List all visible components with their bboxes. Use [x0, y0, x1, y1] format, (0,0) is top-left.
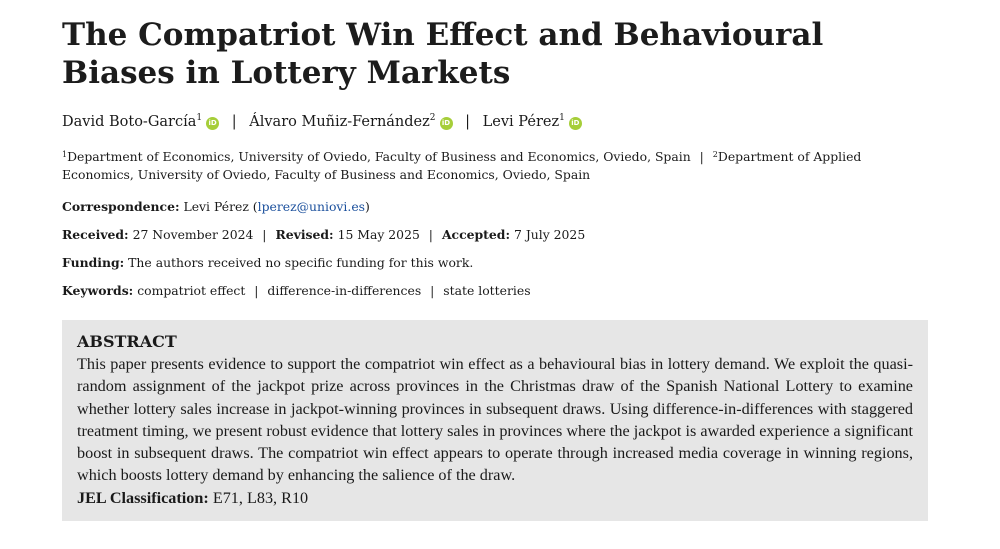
article-title: The Compatriot Win Effect and Behavioural Biases in Lottery Markets [62, 17, 824, 91]
affiliation-number: 1 [62, 150, 68, 159]
author-name[interactable]: David Boto-García [62, 114, 197, 130]
author-affiliation-number: 2 [429, 113, 436, 123]
abstract-text: This paper presents evidence to support the compatriot win effect as a behavioural bias in lottery demand. We exploit the quasi-random assignment of the jackpot prize across provinces in the Christmas draw of the Spanish National Lottery to examine whether lottery sales increase in jackpot-winning provinces in subsequent draws. Using difference-in-differences with staggered treatment timing, we present robust evidence that lottery sales in provinces where the jackpot is awarded experience a significant boost in subsequent draws. The compatriot win effect appears to operate through increased media coverage in winning regions, which boosts lottery demand by enhancing the salience of the draw. [77, 355, 913, 485]
jel-codes: E71, L83, R10 [212, 488, 309, 507]
jel-classification [77, 487, 913, 509]
affiliations [62, 146, 912, 184]
jel-label: JEL Classification: [77, 488, 209, 507]
correspondence: Correspondence: Levi Pérez (lperez@uniovi.es) [62, 199, 370, 214]
author-name[interactable]: Levi Pérez [482, 114, 560, 130]
affiliation-separator: | [699, 149, 704, 164]
funding-text: The authors received no specific funding for this work. [128, 255, 474, 270]
orcid-icon[interactable]: iD [206, 117, 219, 130]
affiliation-text: Department of Economics, University of Oviedo, Faculty of Business and Economics, Oviedo, Spain [67, 149, 691, 164]
correspondence-name: Levi Pérez [183, 199, 249, 214]
author-affiliation-number: 1 [196, 113, 203, 123]
keywords-label: Keywords: [62, 283, 134, 298]
author-list [62, 108, 582, 132]
received-label: Received: [62, 227, 129, 242]
affiliation-text: Department of Applied Economics, University of Oviedo, Faculty of Business and Economics, Oviedo, Spain [62, 149, 862, 182]
author-separator: | [465, 114, 471, 130]
orcid-icon[interactable]: iD [440, 117, 453, 130]
keywords [62, 282, 531, 300]
abstract-heading: ABSTRACT [77, 332, 177, 351]
article-dates [62, 226, 585, 244]
date-separator: | [262, 227, 267, 242]
abstract-box [62, 320, 928, 521]
accepted-label: Accepted: [441, 227, 511, 242]
funding [62, 254, 473, 272]
revised-date: 15 May 2025 [337, 227, 420, 242]
keyword-separator: | [254, 283, 259, 298]
received-date: 27 November 2024 [132, 227, 254, 242]
orcid-icon[interactable]: iD [569, 117, 582, 130]
author-separator: | [231, 114, 237, 130]
correspondence-label: Correspondence: [62, 199, 180, 214]
revised-label: Revised: [275, 227, 334, 242]
funding-label: Funding: [62, 255, 125, 270]
accepted-date: 7 July 2025 [514, 227, 586, 242]
correspondence-email-link[interactable]: lperez@uniovi.es [257, 199, 366, 214]
keyword-item[interactable]: state lotteries [443, 283, 531, 298]
author-affiliation-number: 1 [559, 113, 565, 123]
affiliation-number: 2 [712, 150, 718, 159]
keyword-item[interactable]: difference-in-differences [267, 283, 422, 298]
keyword-item[interactable]: compatriot effect [137, 283, 246, 298]
keyword-separator: | [430, 283, 435, 298]
author-name[interactable]: Álvaro Muñiz-Fernández [249, 114, 430, 130]
date-separator: | [428, 227, 433, 242]
